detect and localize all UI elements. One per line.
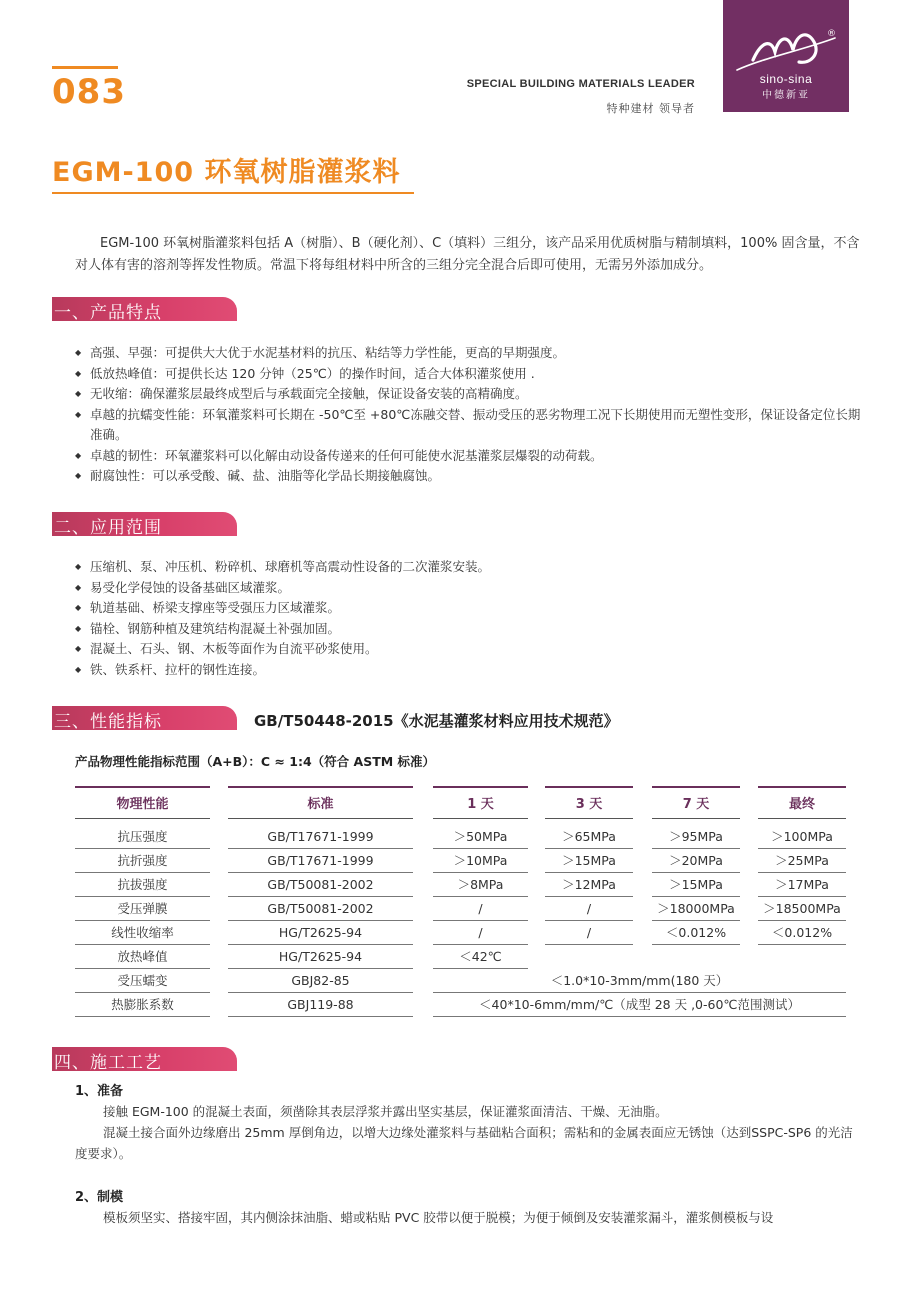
table-cell: ＜42℃ <box>433 945 528 969</box>
table-cell: / <box>433 921 528 945</box>
table-cell: ＞20MPa <box>652 849 740 873</box>
slogan-chinese: 特种建材 领导者 <box>606 102 695 115</box>
table-row <box>75 825 846 849</box>
table-header-standard: 标准 <box>228 786 413 819</box>
table-cell: ＜0.012% <box>652 921 740 945</box>
page-number: 083 <box>52 72 126 112</box>
spec-line: 产品物理性能指标范围（A+B）：C ≈ 1:4（符合 ASTM 标准） <box>75 754 436 769</box>
table-header-day3: 3 天 <box>545 786 633 819</box>
table-cell: 受压弹膜 <box>75 897 210 921</box>
table-cell: 抗拔强度 <box>75 873 210 897</box>
list-item: ◆ 易受化学侵蚀的设备基础区域灌浆。 <box>75 578 865 599</box>
list-item: ◆ 卓越的抗蠕变性能：环氧灌浆料可长期在 -50℃至 +80℃冻融交替、振动受压的恶劣物理工况下长期使用而无塑性变形，保证设备定位长期准确。 <box>75 405 865 446</box>
table-header-day1: 1 天 <box>433 786 528 819</box>
section-heading-features <box>52 297 237 321</box>
logo-text-english: sino-sina <box>759 72 813 86</box>
table-cell: 放热峰值 <box>75 945 210 969</box>
section-heading-label: 四、施工工艺 <box>54 1053 162 1073</box>
applications-list <box>75 557 865 680</box>
table-row <box>75 945 846 969</box>
table-cell: 抗压强度 <box>75 825 210 849</box>
table-cell: 线性收缩率 <box>75 921 210 945</box>
standard-heading: GB/T50448-2015《水泥基灌浆材料应用技术规范》 <box>254 712 619 730</box>
list-item: ◆ 铁、铁系杆、拉杆的钢性连接。 <box>75 660 865 681</box>
table-header-property: 物理性能 <box>75 786 210 819</box>
section-heading-process <box>52 1047 237 1071</box>
table-cell: ＞25MPa <box>758 849 846 873</box>
table-cell: GB/T50081-2002 <box>228 897 413 921</box>
table-cell: ＞50MPa <box>433 825 528 849</box>
list-item: ◆ 高强、早强：可提供大大优于水泥基材料的抗压、粘结等力学性能，更高的早期强度。 <box>75 343 865 364</box>
step-paragraph: 接触 EGM-100 的混凝土表面，须凿除其表层浮浆并露出坚实基层，保证灌浆面清洁、干燥、无油脂。 <box>103 1104 668 1119</box>
title-underline <box>52 192 414 194</box>
table-cell: / <box>545 897 633 921</box>
list-item: ◆ 卓越的韧性：环氧灌浆料可以化解由动设备传递来的任何可能使水泥基灌浆层爆裂的动荷载。 <box>75 446 865 467</box>
page-title: EGM-100 环氧树脂灌浆料 <box>52 157 401 188</box>
table-cell: ＞18000MPa <box>652 897 740 921</box>
table-cell: HG/T2625-94 <box>228 921 413 945</box>
table-header-day7: 7 天 <box>652 786 740 819</box>
section-heading-label: 三、性能指标 <box>54 712 162 732</box>
table-cell: 热膨胀系数 <box>75 993 210 1017</box>
step-heading: 1、准备 <box>75 1084 124 1099</box>
section-heading-applications <box>52 512 237 536</box>
table-cell: ＜40*10-6mm/mm/℃（成型 28 天 ,0-60℃范围测试） <box>433 993 846 1017</box>
table-cell: ＞8MPa <box>433 873 528 897</box>
table-row <box>75 993 846 1017</box>
intro-paragraph: EGM-100 环氧树脂灌浆料包括 A（树脂）、B（硬化剂）、C（填料）三组分，该产品采用优质树脂与精制填料，100% 固含量，不含对人体有害的溶剂等挥发性物质。常温下将每组材料中所含的三组分完全混合后即可使用，无需另外添加成分。 <box>75 236 860 273</box>
table-cell: ＞100MPa <box>758 825 846 849</box>
table-cell: ＞15MPa <box>545 849 633 873</box>
table-cell: 受压蠕变 <box>75 969 210 993</box>
page-number-rule <box>52 66 118 69</box>
table-row <box>75 897 846 921</box>
logo-text-chinese: 中德新亚 <box>762 90 810 101</box>
list-item: ◆ 耐腐蚀性：可以承受酸、碱、盐、油脂等化学品长期接触腐蚀。 <box>75 466 865 487</box>
table-cell: ＞12MPa <box>545 873 633 897</box>
features-list <box>75 343 865 487</box>
brand-logo <box>723 0 849 112</box>
table-cell: GB/T17671-1999 <box>228 825 413 849</box>
list-item: ◆ 低放热峰值：可提供长达 120 分钟（25℃）的操作时间，适合大体积灌浆使用 . <box>75 364 865 385</box>
section-heading-performance <box>52 706 237 730</box>
table-cell: 抗折强度 <box>75 849 210 873</box>
table-row <box>75 873 846 897</box>
table-cell: GB/T17671-1999 <box>228 849 413 873</box>
table-cell: ＞15MPa <box>652 873 740 897</box>
table-row <box>75 849 846 873</box>
list-item: ◆ 轨道基础、桥梁支撑座等受强压力区域灌浆。 <box>75 598 865 619</box>
list-item: ◆ 压缩机、泵、冲压机、粉碎机、球磨机等高震动性设备的二次灌浆安装。 <box>75 557 865 578</box>
slogan-english: SPECIAL BUILDING MATERIALS LEADER <box>466 78 695 90</box>
registered-mark: ® <box>827 29 836 39</box>
table-row <box>75 921 846 945</box>
list-item: ◆ 无收缩：确保灌浆层最终成型后与承载面完全接触，保证设备安装的高精确度。 <box>75 384 865 405</box>
table-cell: ＞17MPa <box>758 873 846 897</box>
section-heading-label: 二、应用范围 <box>54 518 162 538</box>
table-cell: ＞18500MPa <box>758 897 846 921</box>
table-cell: ＞10MPa <box>433 849 528 873</box>
table-cell: ＞65MPa <box>545 825 633 849</box>
step-paragraph: 混凝土接合面外边缘磨出 25mm 厚倒角边，以增大边缘处灌浆料与基础粘合面积；需粘和的金属表面应无锈蚀（达到SSPC-SP6 的光洁度要求）。 <box>75 1125 853 1161</box>
table-cell: / <box>545 921 633 945</box>
table-cell: / <box>433 897 528 921</box>
table-row <box>75 969 846 993</box>
table-cell: GBJ82-85 <box>228 969 413 993</box>
table-header-final: 最终 <box>758 786 846 819</box>
list-item: ◆ 混凝土、石头、钢、木板等面作为自流平砂浆使用。 <box>75 639 865 660</box>
table-cell: GB/T50081-2002 <box>228 873 413 897</box>
list-item: ◆ 锚栓、钢筋种植及建筑结构混凝土补强加固。 <box>75 619 865 640</box>
table-cell: ＞95MPa <box>652 825 740 849</box>
table-cell: GBJ119-88 <box>228 993 413 1017</box>
table-cell: HG/T2625-94 <box>228 945 413 969</box>
section-heading-label: 一、产品特点 <box>54 303 162 323</box>
step-heading: 2、制模 <box>75 1190 124 1205</box>
table-cell: ＜0.012% <box>758 921 846 945</box>
table-cell: ＜1.0*10-3mm/mm(180 天） <box>433 969 846 993</box>
step-paragraph: 模板须坚实、搭接牢固，其内侧涂抹油脂、蜡或粘贴 PVC 胶带以便于脱模；为便于倾倒及安装灌浆漏斗，灌浆侧模板与设 <box>103 1210 774 1225</box>
